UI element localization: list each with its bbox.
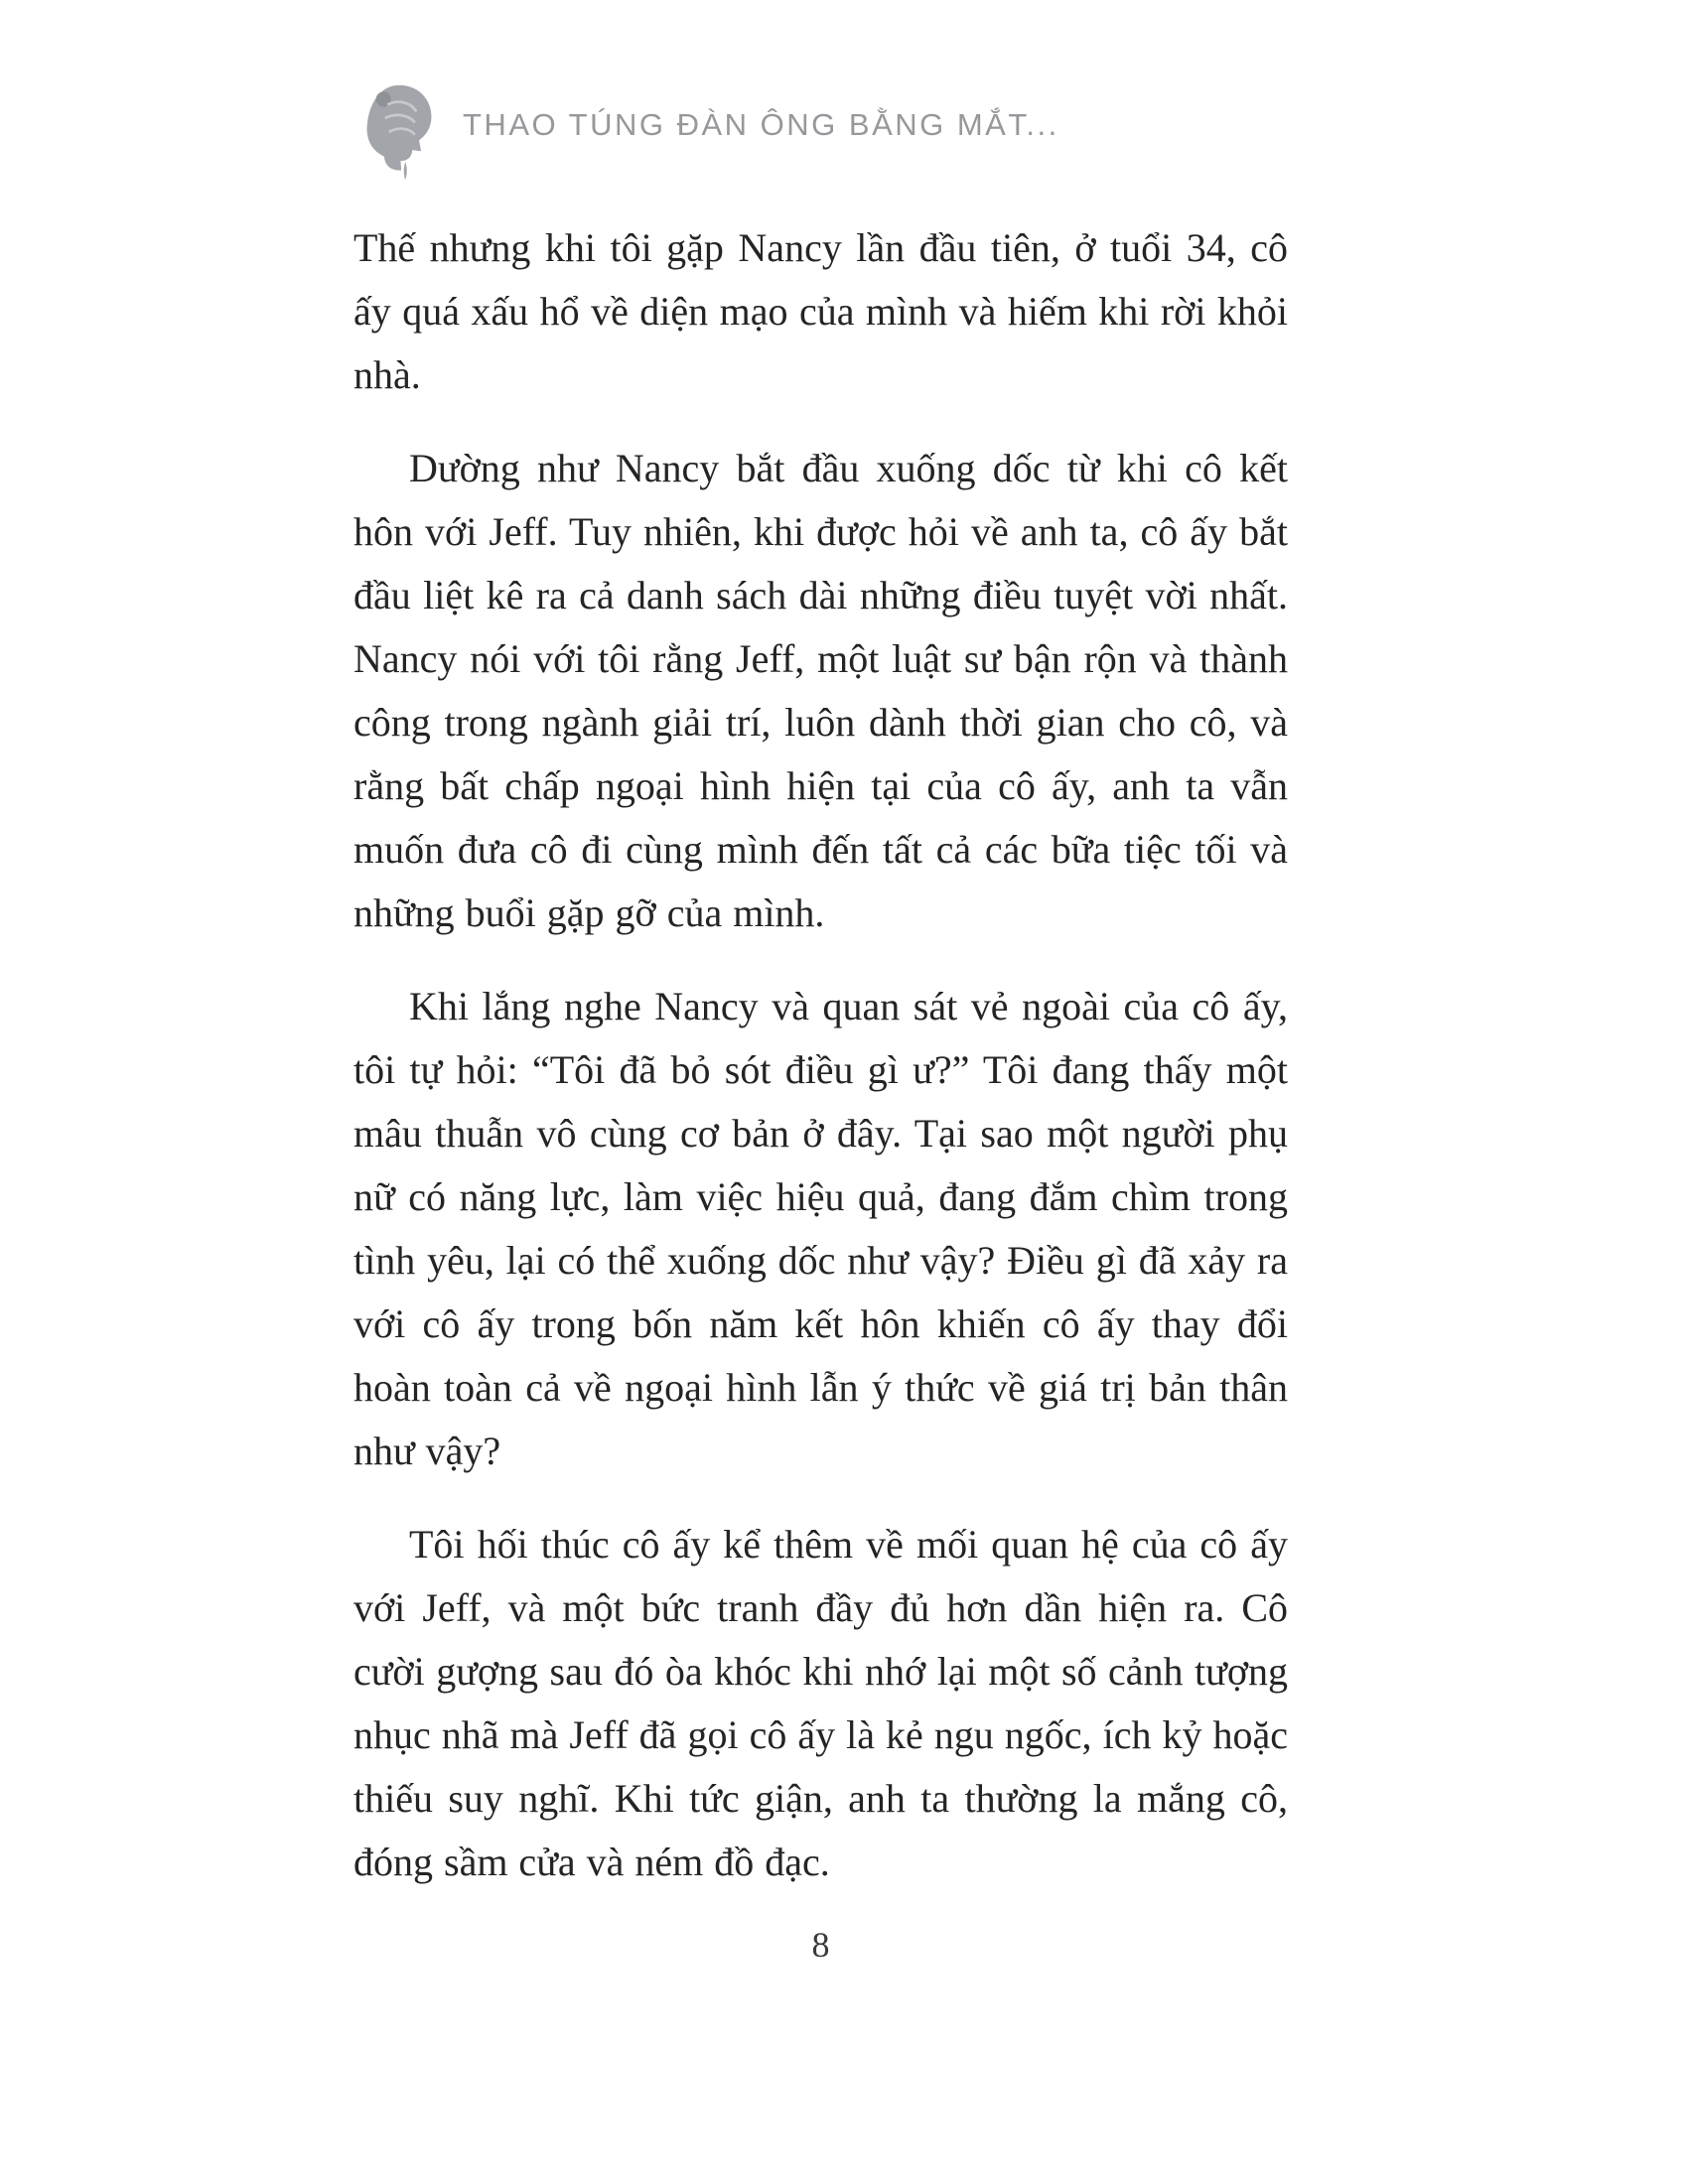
page-body bbox=[353, 216, 1288, 1924]
paragraph: Khi lắng nghe Nancy và quan sát vẻ ngoài của cô ấy, tôi tự hỏi: “Tôi đã bỏ sót điều gì ư?” Tôi đang thấy một mâu thuẫn vô cùng cơ bản ở đây. Tại sao một người phụ nữ có năng lực, làm việc hiệu quả, đang đắm chìm trong tình yêu, lại có thể xuống dốc như vậy? Điều gì đã xảy ra với cô ấy trong bốn năm kết hôn khiến cô ấy thay đổi hoàn toàn cả về ngoại hình lẫn ý thức về giá trị bản thân như vậy? bbox=[353, 984, 1288, 1473]
running-header bbox=[353, 82, 1059, 182]
running-header-title: THAO TÚNG ĐÀN ÔNG BẰNG MẮT... bbox=[463, 107, 1059, 142]
paragraph: Tôi hối thúc cô ấy kể thêm về mối quan hệ của cô ấy với Jeff, và một bức tranh đầy đủ hơn dần hiện ra. Cô cười gượng sau đó òa khóc khi nhớ lại một số cảnh tượng nhục nhã mà Jeff đã gọi cô ấy là kẻ ngu ngốc, ích kỷ hoặc thiếu suy nghĩ. Khi tức giận, anh ta thường la mắng cô, đóng sầm cửa và ném đồ đạc. bbox=[353, 1522, 1288, 1884]
paragraph: Dường như Nancy bắt đầu xuống dốc từ khi cô kết hôn với Jeff. Tuy nhiên, khi được hỏi về anh ta, cô ấy bắt đầu liệt kê ra cả danh sách dài những điều tuyệt vời nhất. Nancy nói với tôi rằng Jeff, một luật sư bận rộn và thành công trong ngành giải trí, luôn dành thời gian cho cô, và rằng bất chấp ngoại hình hiện tại của cô ấy, anh ta vẫn muốn đưa cô đi cùng mình đến tất cả các bữa tiệc tối và những buổi gặp gỡ của mình. bbox=[353, 446, 1288, 935]
page-number: 8 bbox=[811, 1925, 830, 1965]
woman-head-icon bbox=[353, 82, 441, 182]
paragraph: Thế nhưng khi tôi gặp Nancy lần đầu tiên, ở tuổi 34, cô ấy quá xấu hổ về diện mạo của mình và hiếm khi rời khỏi nhà. bbox=[353, 225, 1288, 397]
